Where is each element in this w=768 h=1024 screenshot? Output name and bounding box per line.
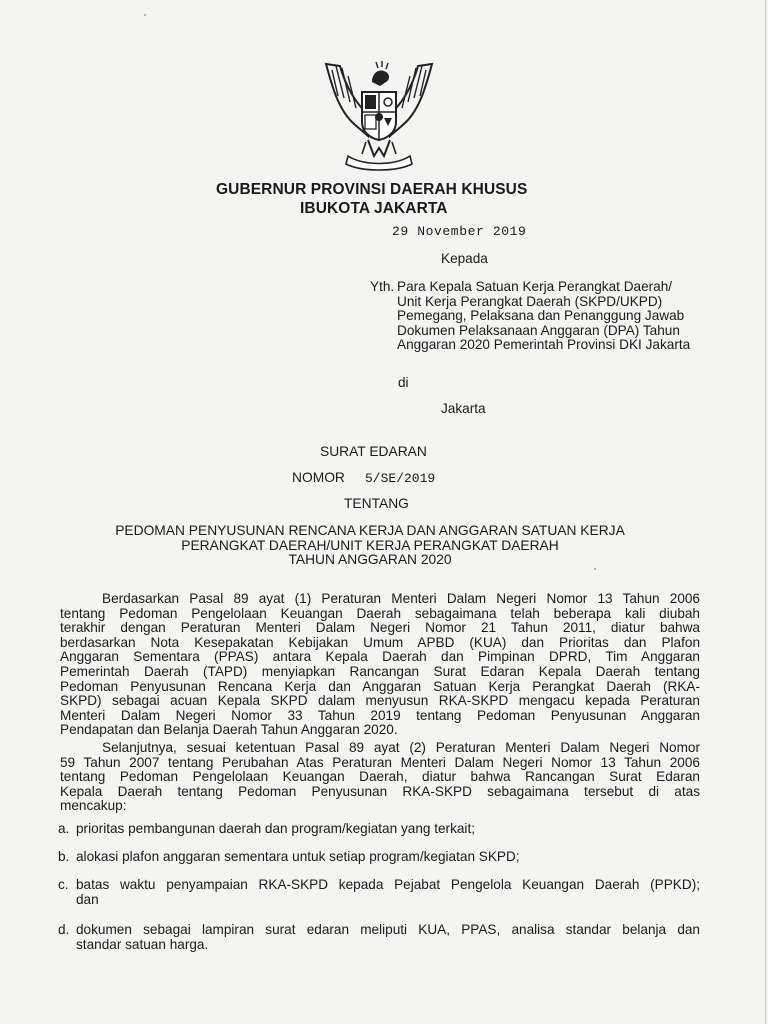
list-item-label: c. — [58, 877, 69, 892]
text-line: Menteri Dalam Negeri Nomor 33 Tahun 2019 tentang Pedoman Penyusunan Anggaran — [60, 707, 700, 723]
text-line: PERANGKAT DAERAH/UNIT KERJA PERANGKAT DAERAH — [181, 537, 559, 553]
governor-title-line2: IBUKOTA JAKARTA — [300, 200, 448, 217]
text-line: terakhir dengan Peraturan Menteri Dalam Negeri Nomor 21 Tahun 2011, diatur bahwa — [60, 620, 700, 636]
kepada-label: Kepada — [441, 251, 488, 266]
text-line: batas waktu penyampaian RKA-SKPD kepada Pejabat Pengelola Keuangan Daerah (PPKD); — [76, 877, 700, 892]
list-item-label: a. — [58, 821, 70, 836]
page-edge-line — [765, 0, 766, 1024]
text-line: Unit Kerja Perangkat Daerah (SKPD/UKPD) — [397, 293, 663, 309]
nomor-value: 5/SE/2019 — [365, 471, 436, 486]
text-line: dokumen sebagai lampiran surat edaran meliputi KUA, PPAS, analisa standar belanja dan — [76, 922, 700, 937]
text-line: prioritas pembangunan daerah dan program/kegiatan yang terkait; — [76, 821, 476, 836]
text-line: mencakup: — [60, 798, 127, 814]
list-item-text — [76, 821, 700, 836]
text-line: PEDOMAN PENYUSUNAN RENCANA KERJA DAN ANGGARAN SATUAN KERJA — [115, 523, 625, 538]
text-line: dan — [76, 892, 99, 907]
body-paragraph-2 — [60, 741, 700, 814]
text-line: Anggaran Sementara (PPAS) antara Kepala Daerah dan Pimpinan DPRD, Tim Anggaran — [60, 649, 700, 665]
recipient-place: Jakarta — [441, 401, 486, 416]
list-item-text — [76, 877, 700, 907]
text-line: Berdasarkan Pasal 89 ayat (1) Peraturan Menteri Dalam Negeri Nomor 13 Tahun 2006 — [102, 591, 700, 606]
nomor-label: NOMOR — [292, 470, 345, 485]
tentang-label: TENTANG — [344, 496, 409, 511]
text-line: standar satuan harga. — [76, 937, 209, 952]
text-line: Dokumen Pelaksanaan Anggaran (DPA) Tahun — [397, 322, 680, 338]
list-item-text — [76, 849, 700, 864]
yth-label: Yth. — [370, 279, 395, 294]
list-item-text — [76, 922, 700, 952]
scan-speck — [594, 568, 596, 570]
text-line: alokasi plafon anggaran sementara untuk setiap program/kegiatan SKPD; — [76, 849, 520, 864]
text-line: Kepala Daerah tentang Pedoman Penyusunan RKA-SKPD sebagaimana tersebut di atas — [60, 783, 700, 799]
body-paragraph-1 — [60, 592, 700, 738]
letter-date: 29 November 2019 — [392, 224, 527, 239]
text-line: Pemerintah Daerah (TAPD) menyiapkan Rancangan Surat Edaran Kepala Daerah tentang — [60, 663, 700, 679]
text-line: tentang Pedoman Pengelolaan Keuangan Daerah, diatur bahwa Rancangan Surat Edaran — [60, 769, 700, 785]
text-line: tentang Pedoman Pengelolaan Keuangan Daerah sebagaimana telah beberapa kali diubah — [60, 605, 700, 621]
di-label: di — [398, 375, 409, 390]
recipient-address — [397, 280, 690, 353]
text-line: Para Kepala Satuan Kerja Perangkat Daerah/ — [397, 279, 673, 294]
list-item-label: d. — [58, 922, 70, 937]
scan-speck — [144, 14, 146, 16]
text-line: TAHUN ANGGARAN 2020 — [288, 552, 452, 568]
text-line: Selanjutnya, sesuai ketentuan Pasal 89 ayat (2) Peraturan Menteri Dalam Negeri Nomor — [102, 740, 700, 755]
governor-title-line1: GUBERNUR PROVINSI DAERAH KHUSUS — [216, 181, 528, 198]
letter-subject — [90, 524, 650, 568]
text-line: Pendapatan dan Belanja Daerah Tahun Anggaran 2020. — [60, 722, 398, 738]
list-item-label: b. — [58, 849, 70, 864]
text-line: berdasarkan Nota Kesepakatan Kebijakan Umum APBD (KUA) dan Prioritas dan Plafon — [60, 634, 700, 650]
text-line: Pemegang, Pelaksana dan Penanggung Jawab — [397, 308, 685, 324]
text-line: 59 Tahun 2007 tentang Perubahan Atas Peraturan Menteri Dalam Negeri Nomor 13 Tahun 2006 — [60, 754, 700, 770]
text-line: Anggaran 2020 Pemerintah Provinsi DKI Jakarta — [397, 337, 691, 353]
letter-type: SURAT EDARAN — [320, 444, 427, 459]
text-line: Pedoman Penyusunan Rencana Kerja dan Anggaran Satuan Kerja Perangkat Daerah (RKA- — [60, 678, 700, 694]
garuda-emblem-icon — [318, 56, 440, 174]
text-line: SKPD) sebagai acuan Kepala SKPD dalam menyusun RKA-SKPD mengacu kepada Peraturan — [60, 693, 700, 709]
